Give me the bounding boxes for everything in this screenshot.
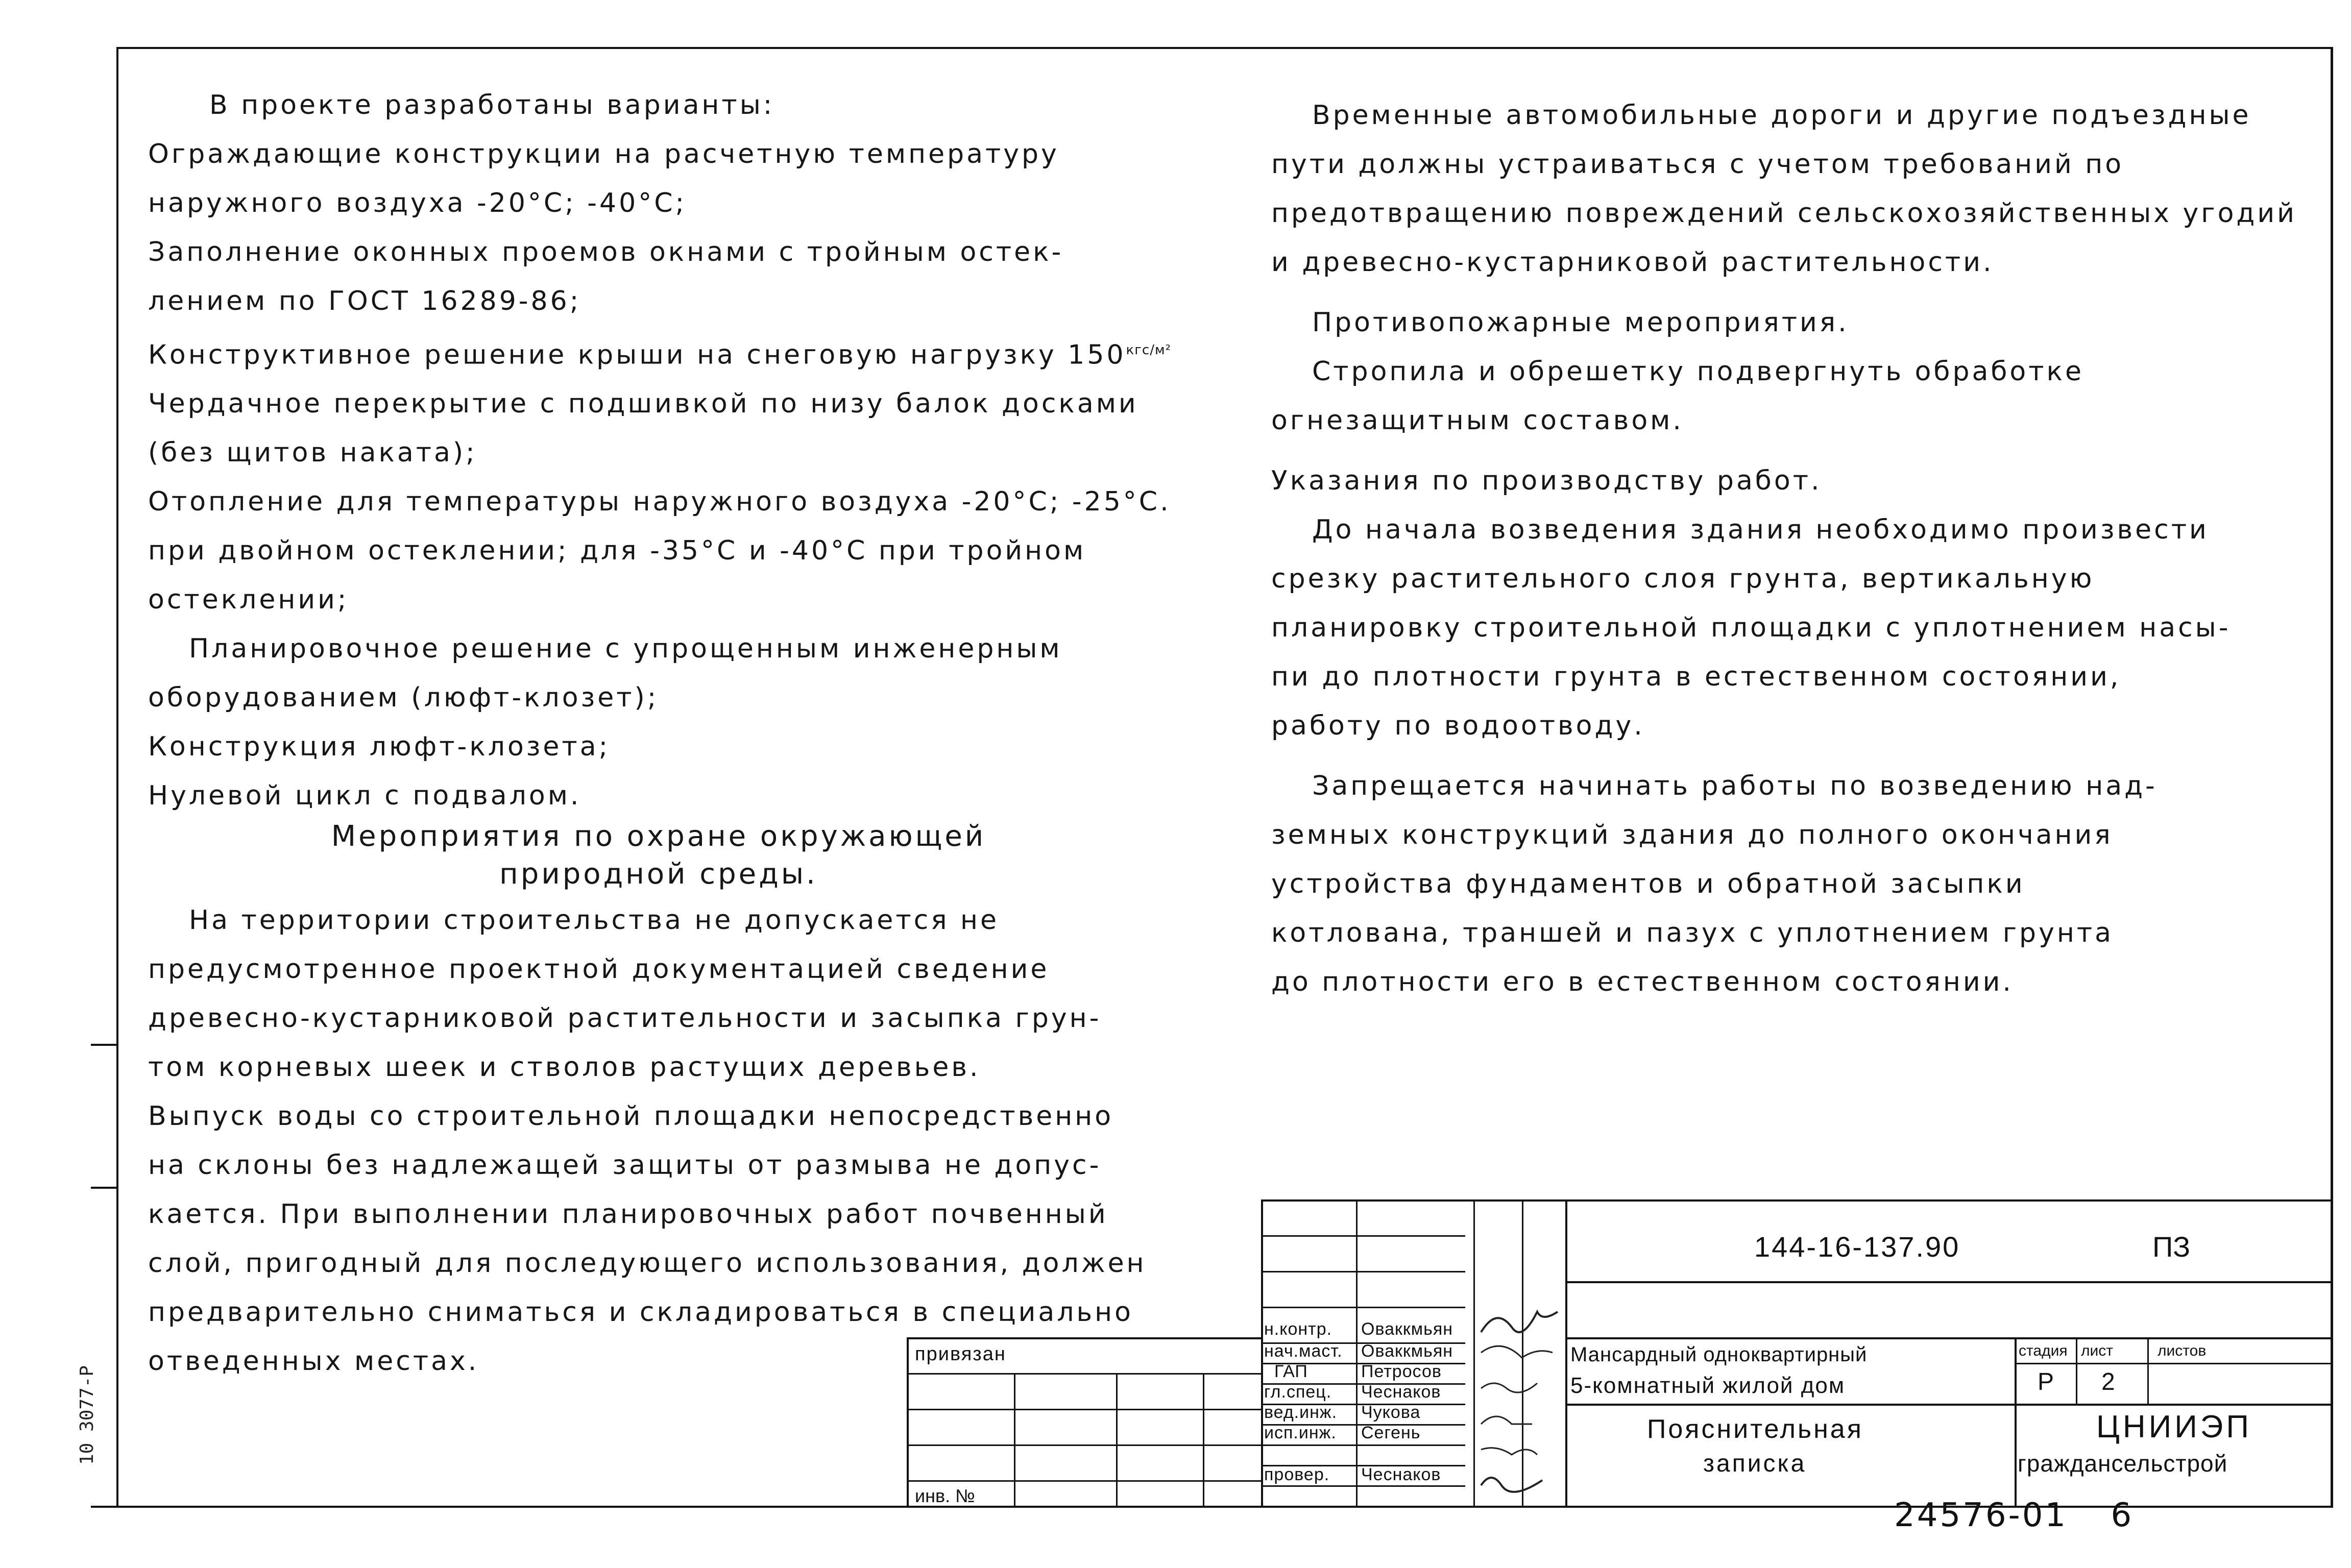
- role-label: н.контр.: [1264, 1319, 1332, 1339]
- role-label: ГАП: [1274, 1362, 1308, 1381]
- intro-line: В проекте разработаны варианты:: [209, 90, 775, 120]
- snow-load-unit: кгс/м²: [1126, 342, 1172, 358]
- sheet-header: лист: [2081, 1342, 2114, 1359]
- text-line: слой, пригодный для последующего использования, должен: [148, 1248, 1147, 1279]
- text-line: остеклении;: [148, 584, 349, 616]
- text-line: Запрещается начинать работы по возведению над-: [1312, 771, 2158, 801]
- person-name: Оваккмьян: [1361, 1319, 1453, 1339]
- tb-line: [907, 1337, 909, 1508]
- tb-line: [1203, 1373, 1204, 1508]
- tb-line: [1565, 1281, 2333, 1283]
- tb-line: [1261, 1307, 1465, 1308]
- tb-line: [907, 1373, 1261, 1375]
- text-line: лением по ГОСТ 16289-86;: [148, 286, 581, 316]
- tb-line: [907, 1409, 1261, 1410]
- title-block: [907, 1199, 2333, 1508]
- sheets-header: листов: [2158, 1342, 2207, 1359]
- text-line: Заполнение оконных проемов окнами с тройным остек-: [148, 237, 1064, 267]
- project-name-2: 5-комнатный жилой дом: [1570, 1373, 1846, 1398]
- text-line: предусмотренное проектной документацией сведение: [148, 954, 1050, 985]
- footer-number: [1894, 1497, 2134, 1534]
- text-line: (без щитов наката);: [148, 437, 477, 469]
- tb-line: [1261, 1199, 2333, 1202]
- org-name-2: граждансельстрой: [2018, 1450, 2228, 1477]
- margin-tick: [91, 1506, 116, 1508]
- tb-line: [1473, 1199, 1475, 1508]
- person-name: Чукова: [1361, 1403, 1421, 1422]
- text-line: пути должны устраиваться с учетом требований по: [1271, 149, 2124, 180]
- text-line: Планировочное решение с упрощенным инженерным: [189, 633, 1062, 665]
- tb-line: [1261, 1444, 1465, 1446]
- text-line: до плотности его в естественном состоянии.: [1271, 967, 2014, 997]
- text-line: [148, 326, 1171, 379]
- text-line: и древесно-кустарниковой растительности.: [1271, 247, 1994, 278]
- text-line: пи до плотности грунта в естественном состоянии,: [1271, 662, 2121, 692]
- text-line: Конструкция люфт-клозета;: [148, 731, 611, 763]
- right-column: [1271, 91, 2297, 1007]
- person-name: Сегень: [1361, 1423, 1421, 1442]
- tb-line: [1261, 1235, 1465, 1237]
- left-column: [148, 81, 1171, 1386]
- role-label: исп.инж.: [1264, 1423, 1337, 1442]
- tb-line: [1014, 1373, 1015, 1508]
- text-line: предварительно сниматься и складироваться в специально: [148, 1297, 1133, 1328]
- person-name: Оваккмьян: [1361, 1341, 1453, 1361]
- attached-label: привязан: [915, 1343, 1006, 1365]
- role-label: гл.спец.: [1264, 1382, 1332, 1402]
- section-heading: Мероприятия по охране окружающей: [331, 820, 986, 853]
- text-line: Стропила и обрешетку подвергнуть обработке: [1312, 356, 2084, 387]
- inv-label: инв. №: [915, 1485, 975, 1506]
- text-line: работу по водоотводу.: [1271, 710, 1645, 741]
- text-line: планировку строительной площадки с уплотнением насы-: [1271, 612, 2231, 643]
- tb-line: [1116, 1373, 1118, 1508]
- side-code: 10 3077-Р: [77, 1365, 98, 1465]
- text-line: огнезащитным составом.: [1271, 405, 1684, 436]
- text-line: отведенных местах.: [148, 1346, 479, 1377]
- text-line: на склоны без надлежащей защиты от размыва не допус-: [148, 1150, 1102, 1181]
- tb-line: [1261, 1199, 1263, 1508]
- role-label: провер.: [1264, 1465, 1330, 1484]
- text-line: Ограждающие конструкции на расчетную температуру: [148, 139, 1059, 169]
- tb-line: [1261, 1485, 1465, 1487]
- text-line: устройства фундаментов и обратной засыпки: [1271, 869, 2025, 899]
- sheet-value: 2: [2101, 1368, 2115, 1395]
- project-name-1: Мансардный одноквартирный: [1570, 1343, 1868, 1366]
- tb-line: [907, 1337, 1261, 1339]
- text-line: наружного воздуха -20°С; -40°С;: [148, 188, 687, 218]
- text-line: срезку растительного слоя грунта, вертикальную: [1271, 564, 2095, 594]
- text-line: котлована, траншей и пазух с уплотнением грунта: [1271, 918, 2114, 948]
- signatures-graphic: [1476, 1302, 1573, 1506]
- text-line: Чердачное перекрытие с подшивкой по низу балок досками: [148, 388, 1138, 420]
- section-heading: природной среды.: [499, 857, 818, 891]
- tb-line: [1261, 1271, 1465, 1272]
- margin-tick: [91, 1187, 116, 1189]
- text-line: оборудованием (люфт-клозет);: [148, 682, 659, 714]
- stage-header: стадия: [2019, 1342, 2068, 1359]
- text-line: древесно-кустарниковой растительности и засыпка грун-: [148, 1003, 1102, 1034]
- text-line: Выпуск воды со строительной площадки непосредственно: [148, 1101, 1114, 1132]
- text-line: Временные автомобильные дороги и другие подъездные: [1312, 100, 2251, 131]
- person-name: Петросов: [1361, 1362, 1442, 1381]
- text-line: Отопление для температуры наружного воздуха -20°С; -25°С.: [148, 486, 1171, 518]
- tb-line: [1565, 1337, 2333, 1339]
- tb-line: [2015, 1363, 2333, 1364]
- doc-mark: ПЗ: [2152, 1231, 2191, 1263]
- margin-tick: [91, 1044, 116, 1046]
- text-line: земных конструкций здания до полного окончания: [1271, 820, 2113, 850]
- text-line: На территории строительства не допускается не: [189, 905, 1000, 936]
- text-line: До начала возведения здания необходимо произвести: [1312, 514, 2209, 545]
- stage-value: Р: [2038, 1368, 2054, 1395]
- text-line: кается. При выполнении планировочных работ почвенный: [148, 1199, 1108, 1230]
- snow-load-text: Конструктивное решение крыши на снеговую нагрузку 150: [148, 339, 1126, 371]
- tb-line: [1356, 1199, 1358, 1508]
- tb-line: [1565, 1404, 2333, 1406]
- tb-line: [907, 1480, 1261, 1482]
- page-number: 6: [2111, 1497, 2134, 1534]
- text-line: предотвращению повреждений сельскохозяйственных угодий: [1271, 198, 2297, 229]
- tb-line: [2076, 1337, 2077, 1404]
- section-heading: Указания по производству работ.: [1271, 465, 1822, 496]
- role-label: нач.маст.: [1264, 1341, 1343, 1361]
- org-name-1: ЦНИИЭП: [2096, 1409, 2252, 1444]
- text-line: том корневых шеек и стволов растущих деревьев.: [148, 1052, 981, 1083]
- section-heading: Противопожарные мероприятия.: [1312, 307, 1849, 338]
- text-line: при двойном остеклении; для -35°С и -40°С при тройном: [148, 535, 1086, 567]
- role-label: вед.инж.: [1264, 1403, 1338, 1422]
- archive-number: 24576-01: [1894, 1497, 2068, 1534]
- text-line: Нулевой цикл с подвалом.: [148, 780, 581, 812]
- person-name: Чеснаков: [1361, 1382, 1441, 1402]
- doc-title-1: Пояснительная: [1647, 1414, 1863, 1444]
- doc-code: 144-16-137.90: [1754, 1231, 1960, 1263]
- doc-title-2: записка: [1703, 1450, 1807, 1477]
- tb-line: [2147, 1337, 2149, 1404]
- tb-line: [907, 1444, 1261, 1446]
- person-name: Чеснаков: [1361, 1465, 1441, 1484]
